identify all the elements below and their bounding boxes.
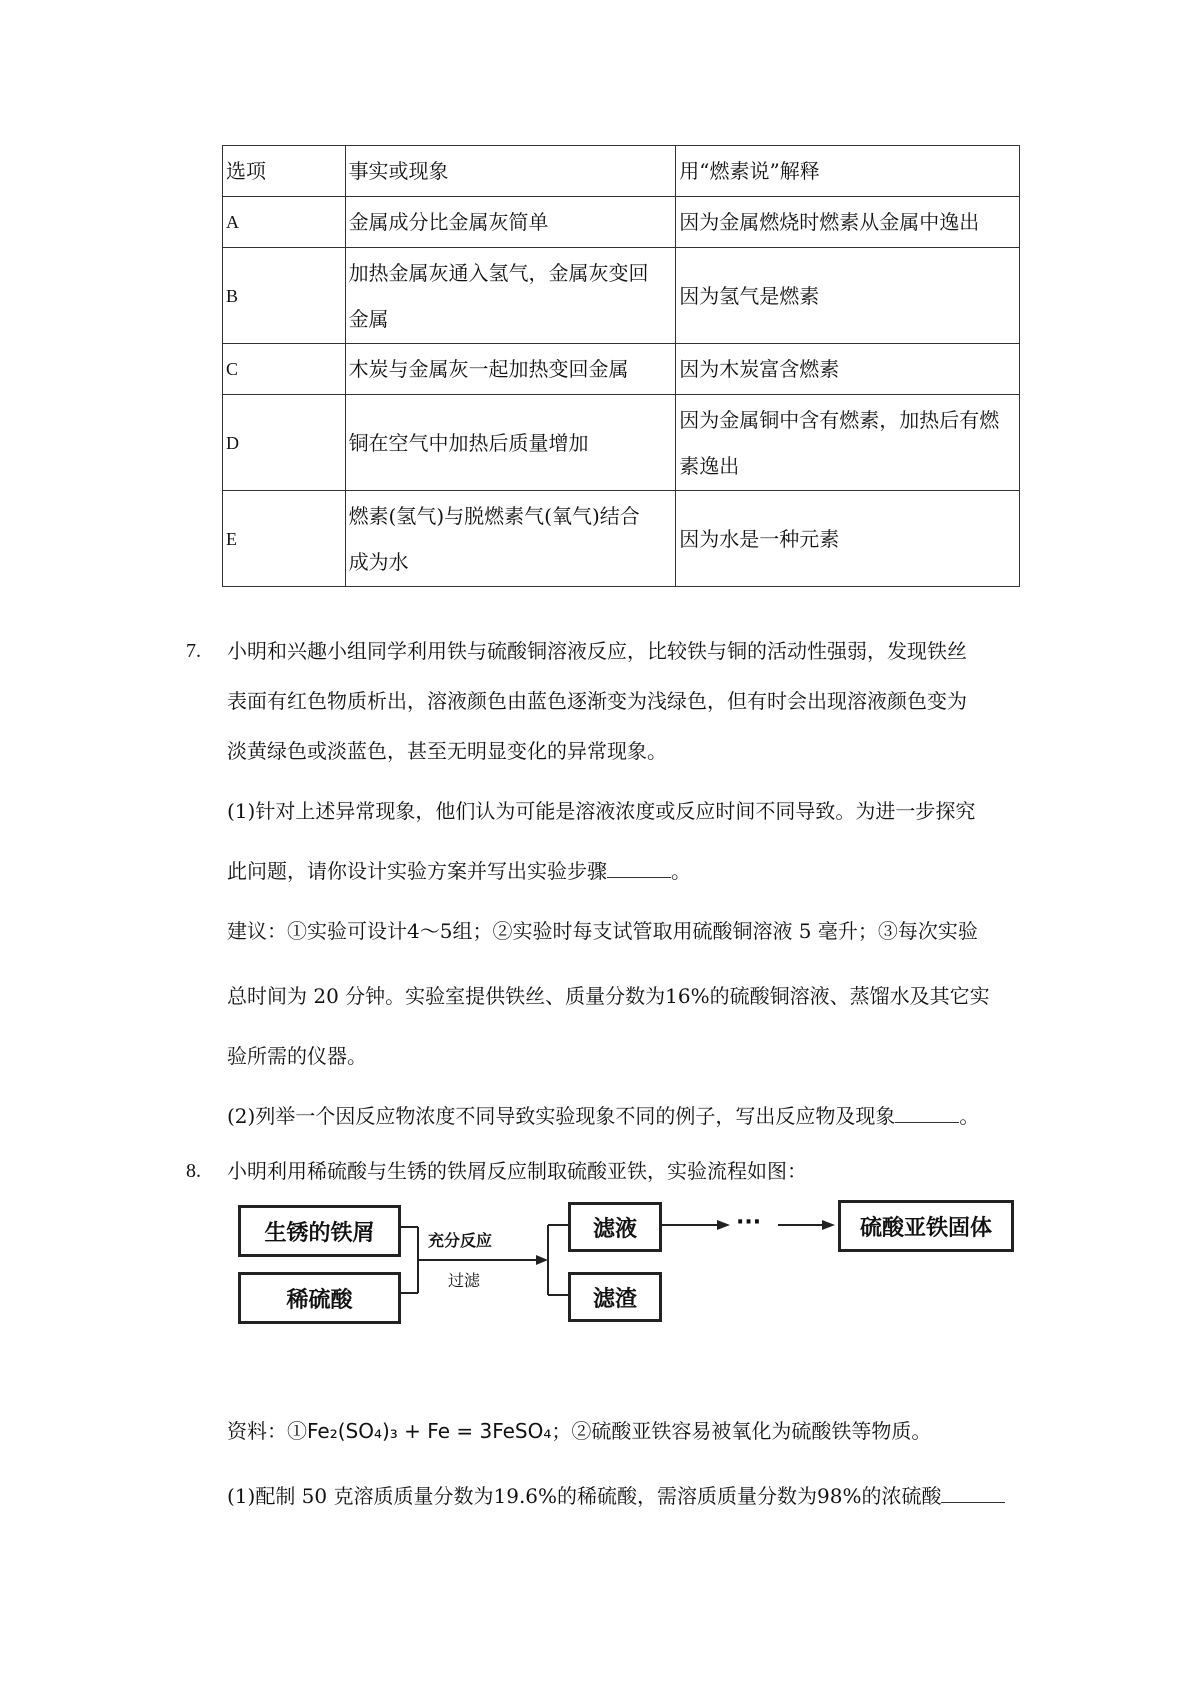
row-option: C [223, 344, 346, 395]
row-fact: 铜在空气中加热后质量增加 [345, 395, 676, 491]
q8-part1-line [227, 1471, 1005, 1521]
q7-suggestion-line: 建议：①实验可设计4～5组；②实验时每支试管取用硫酸铜溶液 5 毫升；③每次实验 [227, 919, 978, 943]
q7-part1-end: 。 [671, 859, 691, 883]
row-explain: 因为水是一种元素 [676, 491, 1020, 587]
header-explain: 用“燃素说”解释 [676, 146, 1020, 197]
q7-suggestion-line: 验所需的仪器。 [227, 1044, 367, 1068]
process-flowchart [238, 1200, 1028, 1360]
row-fact: 木炭与金属灰一起加热变回金属 [345, 344, 676, 395]
row-explain-line: 因为金属铜中含有燃素，加热后有燃 [679, 407, 1000, 432]
material-prefix: 资料：① [227, 1419, 307, 1443]
flow-input-dilute-acid: 稀硫酸 [238, 1272, 401, 1324]
row-fact-line: 燃素(氢气)与脱燃素气(氧气)结合 [348, 503, 640, 528]
question-number: 7. [186, 640, 201, 662]
row-fact-line: 金属 [348, 306, 389, 331]
row-fact: 金属成分比金属灰简单 [345, 197, 676, 248]
answer-blank[interactable] [607, 859, 671, 878]
flow-step-filter: 过滤 [448, 1271, 481, 1290]
flow-final-product: 硫酸亚铁固体 [838, 1200, 1014, 1252]
flow-ellipsis: ··· [736, 1210, 762, 1235]
flow-output-filtrate: 滤液 [568, 1202, 662, 1252]
material-equation: Fe₂(SO₄)₃ + Fe = 3FeSO₄ [307, 1419, 552, 1443]
row-explain: 因为木炭富含燃素 [676, 344, 1020, 395]
row-fact [345, 491, 676, 587]
row-fact-line: 加热金属灰通入氢气，金属灰变回 [348, 260, 649, 285]
table-row [223, 248, 1020, 344]
q7-stem-line: 小明和兴趣小组同学利用铁与硫酸铜溶液反应，比较铁与铜的活动性强弱，发现铁丝 [227, 639, 967, 663]
q7-part1-text: 此问题，请你设计实验方案并写出实验步骤 [227, 859, 607, 883]
row-explain: 因为氢气是燃素 [676, 248, 1020, 344]
table-row [223, 197, 1020, 248]
flow-step-react: 充分反应 [428, 1231, 493, 1250]
row-explain-line: 素逸出 [679, 453, 740, 478]
flow-input-rusty-iron: 生锈的铁屑 [238, 1205, 401, 1257]
q7-part2-end: 。 [959, 1104, 980, 1128]
table-row [223, 395, 1020, 491]
table-header-row [223, 146, 1020, 197]
answer-blank[interactable] [895, 1104, 959, 1123]
q7-part2-text: (2)列举一个因反应物浓度不同导致实验现象不同的例子，写出反应物及现象 [227, 1104, 896, 1128]
q8-part1-text: (1)配制 50 克溶质质量分数为19.6%的稀硫酸，需溶质质量分数为98%的浓硫酸 [227, 1484, 942, 1508]
table-row [223, 344, 1020, 395]
row-option: B [223, 248, 346, 344]
table-row [223, 491, 1020, 587]
flow-output-residue: 滤渣 [568, 1272, 662, 1322]
q8-material-line [227, 1406, 931, 1456]
q7-stem-line: 表面有红色物质析出，溶液颜色由蓝色逐渐变为浅绿色，但有时会出现溶液颜色变为 [227, 689, 967, 713]
q8-stem-line: 小明利用稀硫酸与生锈的铁屑反应制取硫酸亚铁，实验流程如图： [227, 1159, 807, 1183]
q7-stem-line: 淡黄绿色或淡蓝色，甚至无明显变化的异常现象。 [227, 739, 667, 763]
row-fact [345, 248, 676, 344]
answer-blank[interactable] [941, 1484, 1005, 1503]
row-explain [676, 395, 1020, 491]
row-option: A [223, 197, 346, 248]
header-option: 选项 [223, 146, 346, 197]
question-number: 8. [186, 1160, 201, 1182]
q7-part2-line [227, 1091, 979, 1141]
row-explain: 因为金属燃烧时燃素从金属中逸出 [676, 197, 1020, 248]
row-option: E [223, 491, 346, 587]
header-fact: 事实或现象 [345, 146, 676, 197]
material-note: ；②硫酸亚铁容易被氧化为硫酸铁等物质。 [551, 1419, 932, 1443]
row-fact-line: 成为水 [348, 549, 409, 574]
q7-part1-line: (1)针对上述异常现象，他们认为可能是溶液浓度或反应时间不同导致。为进一步探究 [227, 799, 976, 823]
q7-part1-line [227, 846, 691, 896]
row-option: D [223, 395, 346, 491]
q7-suggestion-line: 总时间为 20 分钟。实验室提供铁丝、质量分数为16%的硫酸铜溶液、蒸馏水及其它实 [227, 984, 990, 1008]
phlogiston-table [222, 145, 1020, 587]
